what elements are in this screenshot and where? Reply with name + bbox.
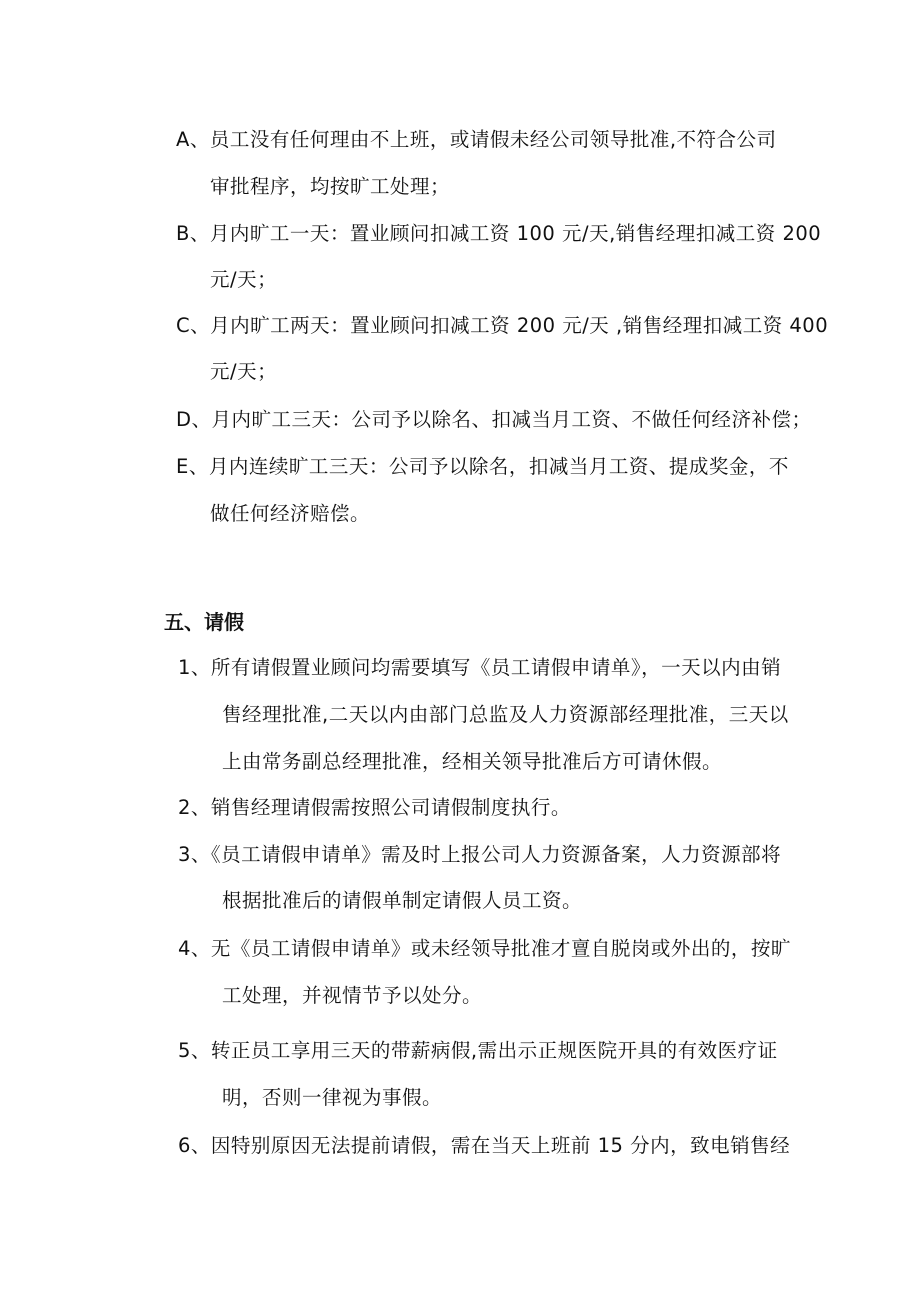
leave-item-4-line-2: 工处理，并视情节予以处分。 xyxy=(222,984,483,1007)
leave-item-2-line-1: 2、销售经理请假需按照公司请假制度执行。 xyxy=(178,796,571,819)
item-c-line-2: 元/天； xyxy=(210,360,278,383)
item-a-line-2: 审批程序，均按旷工处理； xyxy=(210,175,451,198)
item-a-line-1: A、员工没有任何理由不上班，或请假未经公司领导批准,不符合公司 xyxy=(176,128,777,151)
leave-item-4-line-1: 4、无《员工请假申请单》或未经领导批准才亶自脱岗或外出的，按旷 xyxy=(178,937,791,960)
item-e-line-2: 做任何经济赔偿。 xyxy=(210,502,371,525)
leave-item-5-line-1: 5、转正员工享用三天的带薪病假,需出示正规医院开具的有效医疗证 xyxy=(178,1039,778,1062)
section-heading-leave: 五、请假 xyxy=(164,610,244,634)
item-d-line-1: D、月内旷工三天：公司予以除名、扣减当月工资、不做任何经济补偿； xyxy=(176,408,812,431)
leave-item-1-line-2: 售经理批准,二天以内由部门总监及人力资源部经理批准，三天以 xyxy=(222,703,789,726)
leave-item-3-line-1: 3、《员工请假申请单》需及时上报公司人力资源备案，人力资源部将 xyxy=(178,843,782,866)
item-e-line-1: E、月内连续旷工三天：公司予以除名，扣减当月工资、提成奖金，不 xyxy=(176,455,789,478)
leave-item-1-line-3: 上由常务副总经理批准，经相关领导批准后方可请休假。 xyxy=(222,750,723,773)
leave-item-6-line-1: 6、因特别原因无法提前请假，需在当天上班前 15 分内，致电销售经 xyxy=(178,1134,791,1157)
leave-item-5-line-2: 明，否则一律视为事假。 xyxy=(222,1086,443,1109)
leave-item-1-line-1: 1、所有请假置业顾问均需要填写《员工请假申请单》，一天以内由销 xyxy=(178,656,782,679)
item-b-line-2: 元/天； xyxy=(210,268,278,291)
leave-item-3-line-2: 根据批准后的请假单制定请假人员工资。 xyxy=(222,889,583,912)
item-b-line-1: B、月内旷工一天：置业顾问扣减工资 100 元/天,销售经理扣减工资 200 xyxy=(176,222,822,245)
item-c-line-1: C、月内旷工两天：置业顾问扣减工资 200 元/天 ,销售经理扣减工资 400 xyxy=(176,314,829,337)
